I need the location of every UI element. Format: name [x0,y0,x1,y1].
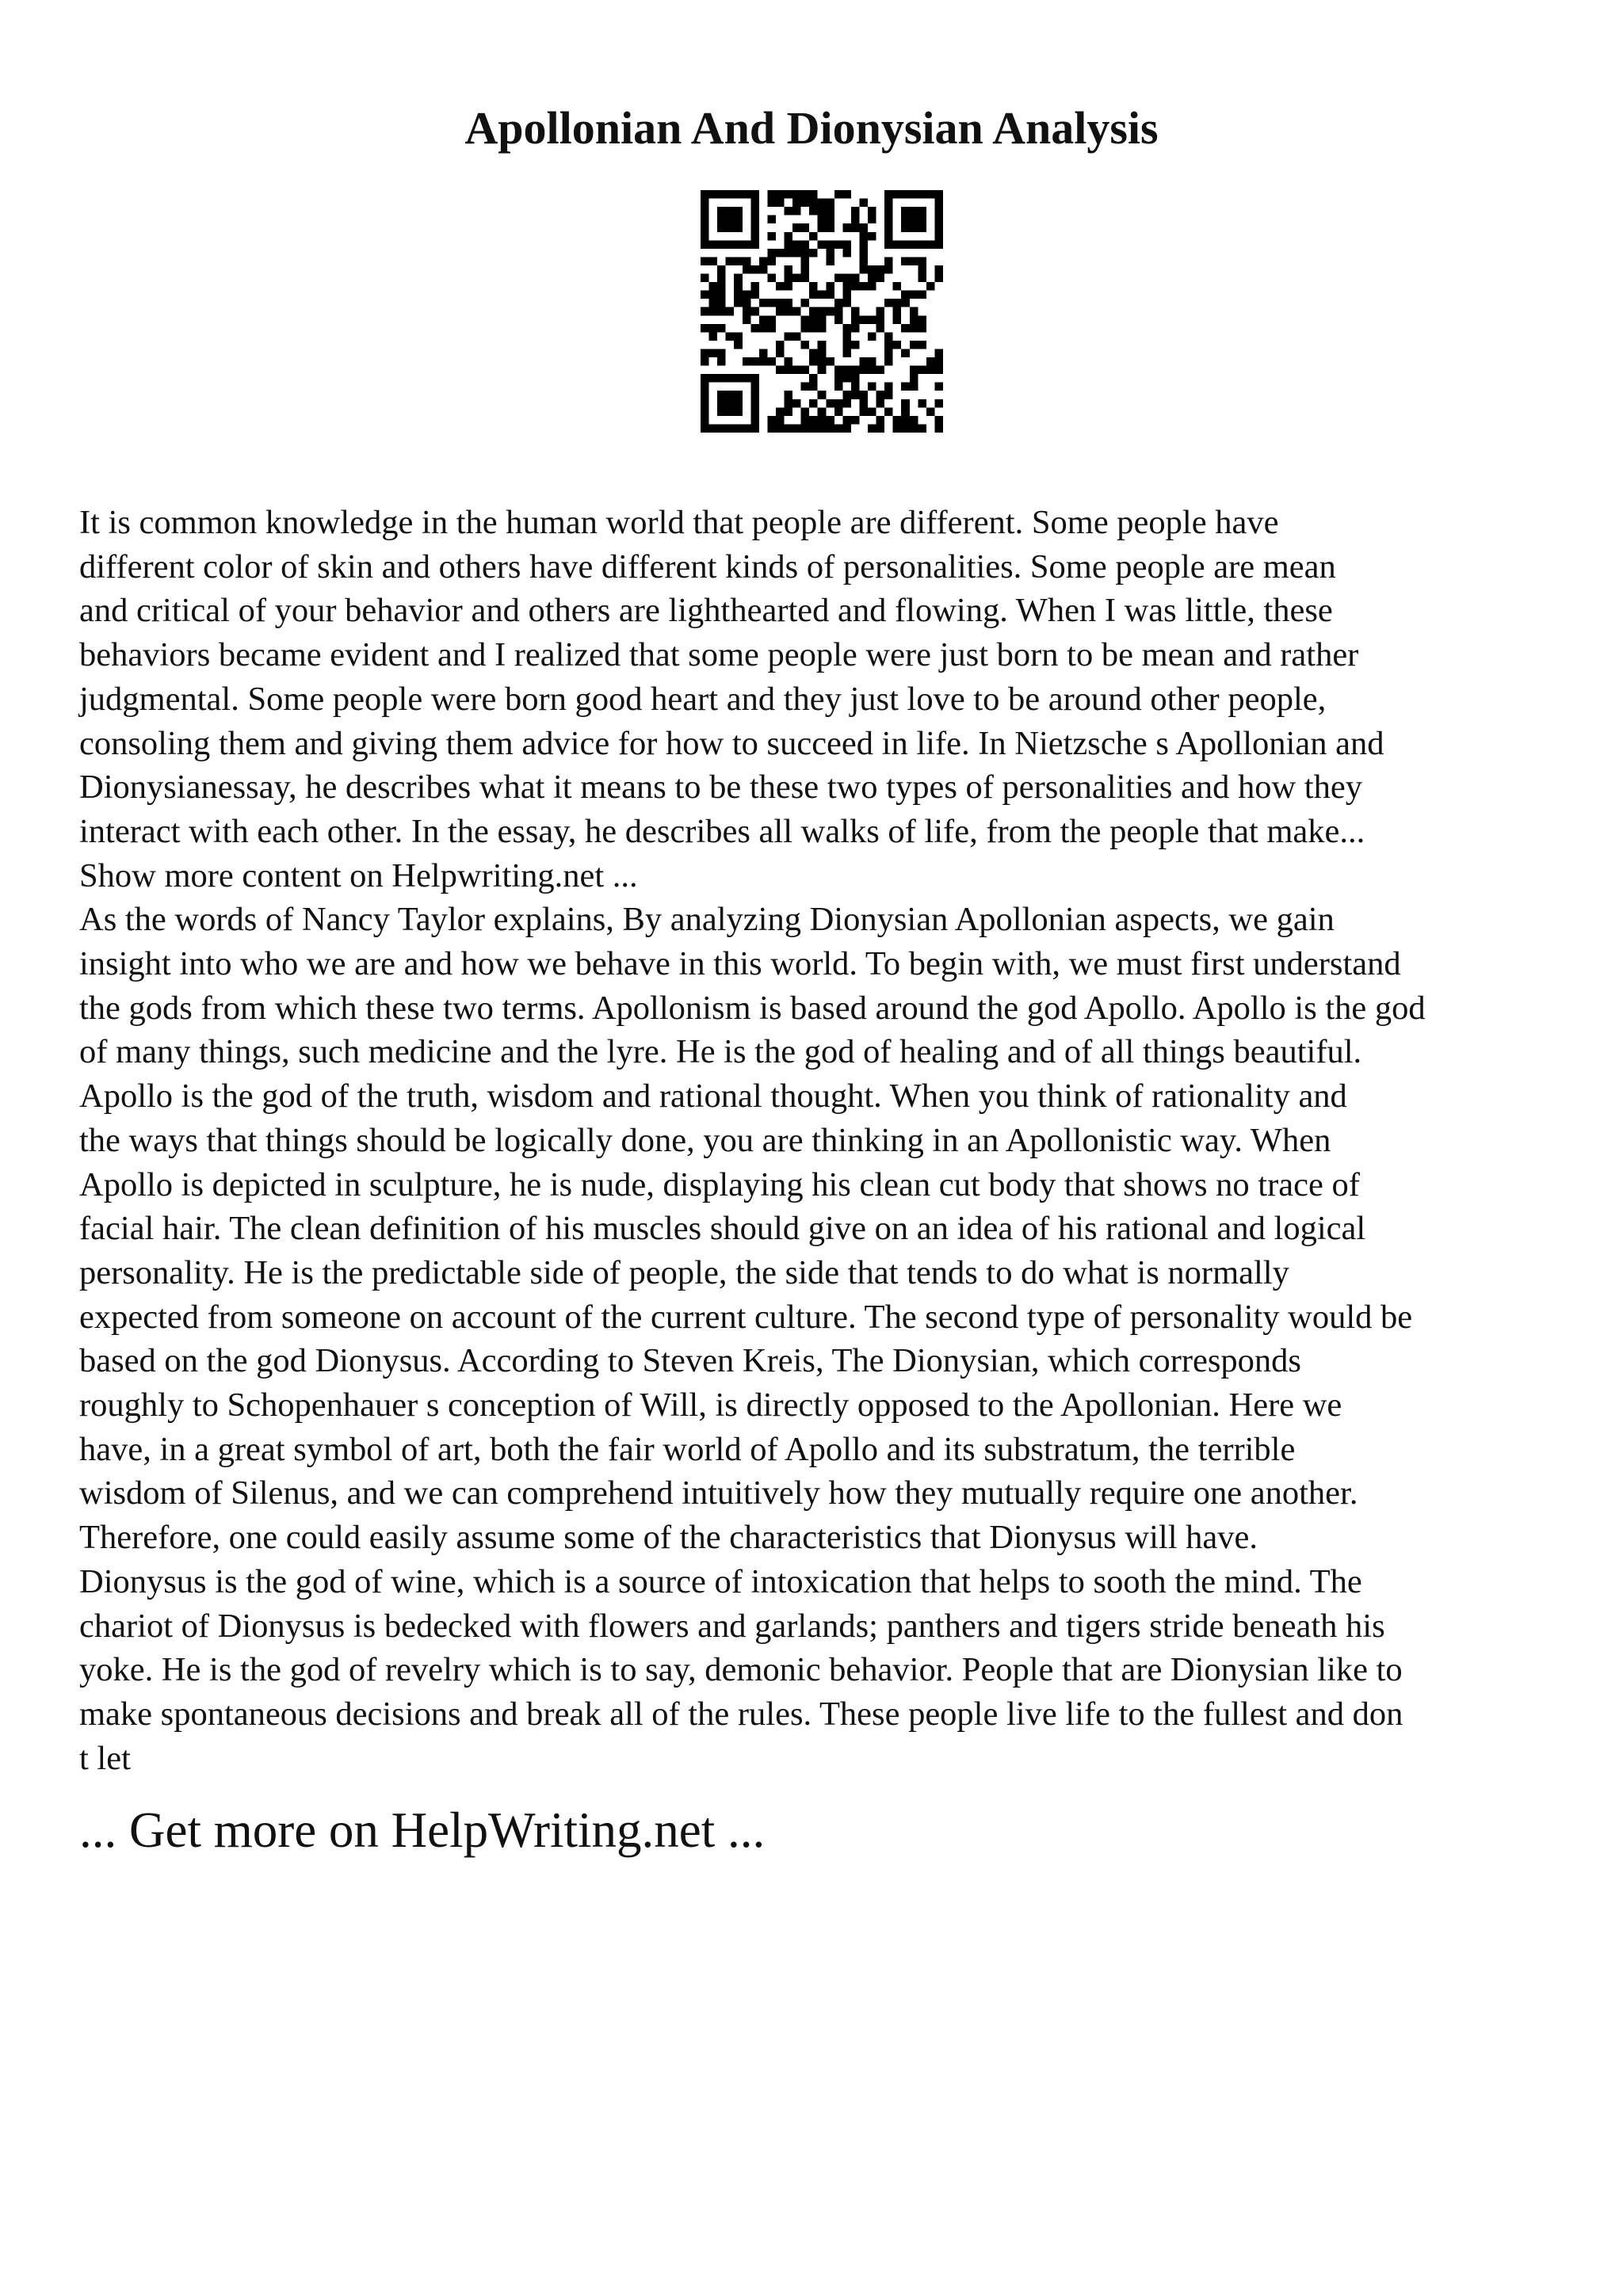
body-line: chariot of Dionysus is bedecked with flowers and garlands; panthers and tigers stride beneath his [79,1607,1385,1645]
body-line: and critical of your behavior and others are lighthearted and flowing. When I was little, these [79,592,1333,630]
body-line: It is common knowledge in the human world that people are different. Some people have [79,504,1279,541]
document-title: Apollonian And Dionysian Analysis [464,102,1159,154]
body-line: expected from someone on account of the current culture. The second type of personality would be [79,1298,1413,1336]
body-line: the gods from which these two terms. Apollonism is based around the god Apollo. Apollo is the god [79,989,1426,1027]
body-line: make spontaneous decisions and break all of the rules. These people live life to the fullest and don [79,1695,1403,1733]
body-text [79,501,1569,1780]
body-line: t let [79,1739,131,1777]
get-more-link[interactable]: ... Get more on HelpWriting.net ... [79,1802,766,1858]
body-line: As the words of Nancy Taylor explains, By analyzing Dionysian Apollonian aspects, we gain [79,901,1335,939]
body-line: roughly to Schopenhauer s conception of Will, is directly opposed to the Apollonian. Here we [79,1386,1342,1425]
body-line: insight into who we are and how we behave in this world. To begin with, we must first understand [79,945,1401,983]
body-line: based on the god Dionysus. According to Steven Kreis, The Dionysian, which corresponds [79,1342,1301,1380]
body-line: Dionysus is the god of wine, which is a source of intoxication that helps to sooth the mind. The [79,1562,1362,1600]
body-line: have, in a great symbol of art, both the fair world of Apollo and its substratum, the terrible [79,1430,1296,1468]
show-more-line[interactable]: Show more content on Helpwriting.net ... [79,856,638,894]
body-line: consoling them and giving them advice for how to succeed in life. In Nietzsche s Apollonian and [79,724,1384,762]
qr-code [701,190,943,433]
body-line: wisdom of Silenus, and we can comprehend intuitively how they mutually require one another. [79,1474,1358,1512]
body-line: behaviors became evident and I realized that some people were just born to be mean and rather [79,636,1359,674]
body-line: Dionysianessay, he describes what it means to be these two types of personalities and how they [79,769,1362,807]
body-line: yoke. He is the god of revelry which is to say, demonic behavior. People that are Dionysian like to [79,1651,1403,1689]
body-line: interact with each other. In the essay, he describes all walks of life, from the people that make... [79,812,1365,850]
body-line: facial hair. The clean definition of his muscles should give on an idea of his rational and logical [79,1210,1366,1248]
body-line: the ways that things should be logically done, you are thinking in an Apollonistic way. When [79,1121,1331,1159]
body-line: Apollo is depicted in sculpture, he is nude, displaying his clean cut body that shows no trace of [79,1165,1360,1203]
body-line: Apollo is the god of the truth, wisdom and rational thought. When you think of rationality and [79,1077,1347,1116]
body-line: Therefore, one could easily assume some of the characteristics that Dionysus will have. [79,1519,1258,1557]
body-line: different color of skin and others have different kinds of personalities. Some people are mean [79,547,1336,585]
body-line: judgmental. Some people were born good heart and they just love to be around other people, [79,680,1327,718]
body-line: personality. He is the predictable side of people, the side that tends to do what is normally [79,1253,1289,1291]
body-line: of many things, such medicine and the lyre. He is the god of healing and of all things beautiful. [79,1033,1362,1071]
